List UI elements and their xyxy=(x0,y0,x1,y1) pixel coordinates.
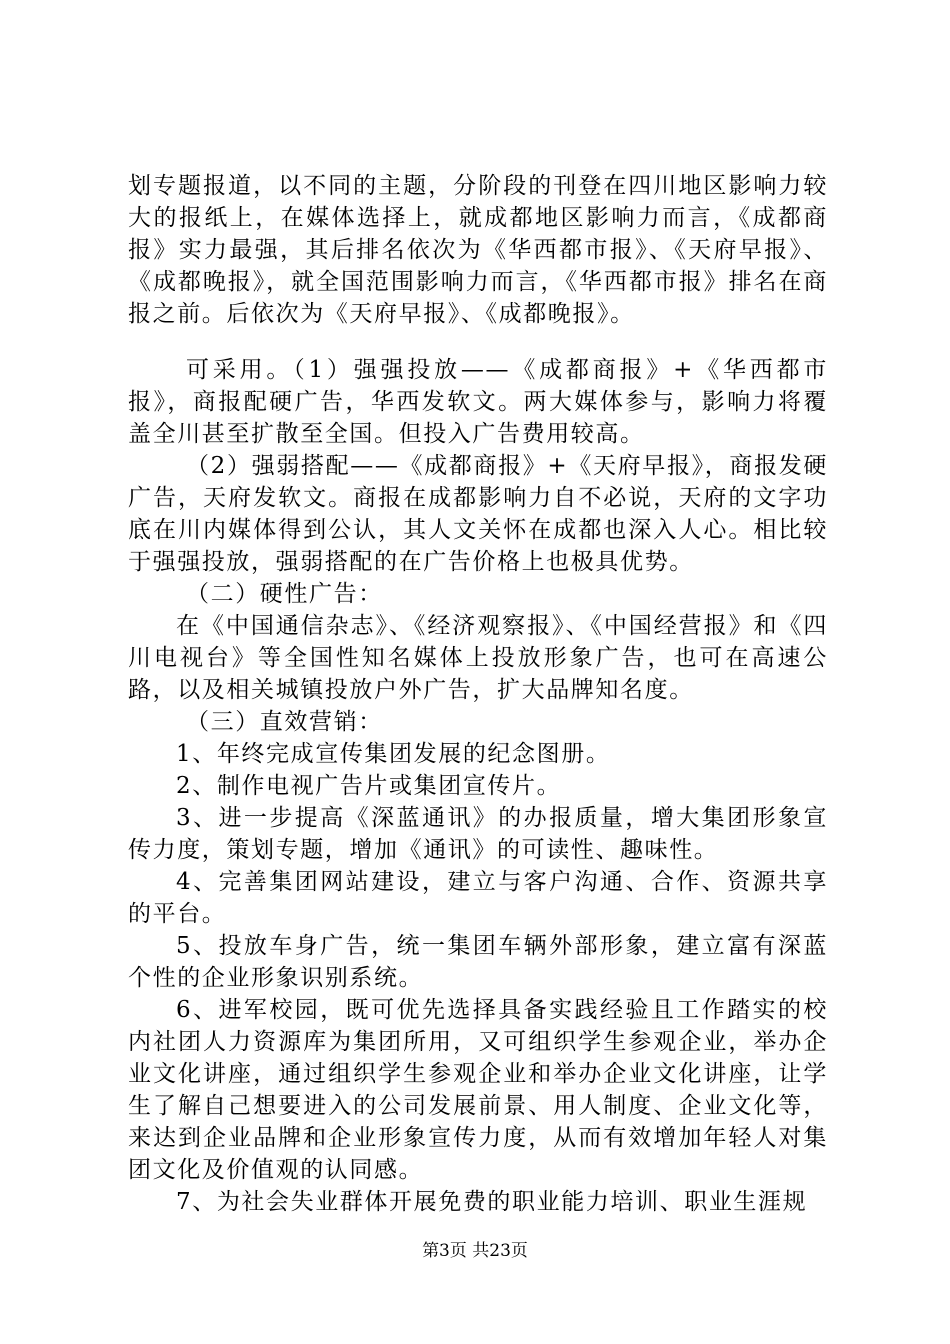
list-item-5: 5、投放车身广告，统一集团车辆外部形象，建立富有深蓝个性的企业形象识别系统。 xyxy=(128,933,828,991)
paragraph-media-selection: 划专题报道，以不同的主题，分阶段的刊登在四川地区影响力较大的报纸上，在媒体选择上，就成都地区影响力而言，《成都商报》实力最强，其后排名依次为《华西都市报》、《天府早报》、《成都晚报》，就全国范围影响力而言，《华西都市报》排名在商报之前。后依次为《天府早报》、《成都晚报》。 xyxy=(128,173,828,327)
list-item-7: 7、为社会失业群体开展免费的职业能力培训、职业生涯规 xyxy=(176,1189,808,1215)
paragraph-hard-advertising: 在《中国通信杂志》、《经济观察报》、《中国经营报》和《四川电视台》等全国性知名媒体上投放形象广告，也可在高速公路，以及相关城镇投放户外广告，扩大品牌知名度。 xyxy=(128,613,828,703)
page-footer: 第3页 共23页 xyxy=(422,1241,528,1261)
paragraph-strong-strong: 可采用。（1）强强投放——《成都商报》+《华西都市报》，商报配硬广告，华西发软文。两大媒体参与，影响力将覆盖全川甚至扩散至全国。但投入广告费用较高。 xyxy=(128,357,828,447)
list-item-6: 6、进军校园，既可优先选择具备实践经验且工作踏实的校内社团人力资源库为集团所用，又可组织学生参观企业，举办企业文化讲座，通过组织学生参观企业和举办企业文化讲座，让学生了解自己想要进入的公司发展前景、用人制度、企业文化等，来达到企业品牌和企业形象宣传力度，从而有效增加年轻人对集团文化及价值观的认同感。 xyxy=(128,997,828,1183)
heading-hard-advertising: （二）硬性广告： xyxy=(186,581,383,607)
list-item-3: 3、进一步提高《深蓝通讯》的办报质量，增大集团形象宣传力度，策划专题，增加《通讯》的可读性、趣味性。 xyxy=(128,805,828,863)
list-item-4: 4、完善集团网站建设，建立与客户沟通、合作、资源共享的平台。 xyxy=(128,869,828,927)
document-body xyxy=(128,170,828,1218)
heading-direct-marketing: （三）直效营销： xyxy=(186,709,383,735)
paragraph-gap xyxy=(128,330,828,354)
list-item-2: 2、制作电视广告片或集团宣传片。 xyxy=(176,773,562,799)
list-item-1: 1、年终完成宣传集团发展的纪念图册。 xyxy=(176,741,611,767)
paragraph-strong-weak: （2）强弱搭配——《成都商报》+《天府早报》，商报发硬广告，天府发软文。商报在成都影响力自不必说，天府的文字功底在川内媒体得到公认，其人文关怀在成都也深入人心。相比较于强强投放，强弱搭配的在广告价格上也极具优势。 xyxy=(128,453,828,575)
